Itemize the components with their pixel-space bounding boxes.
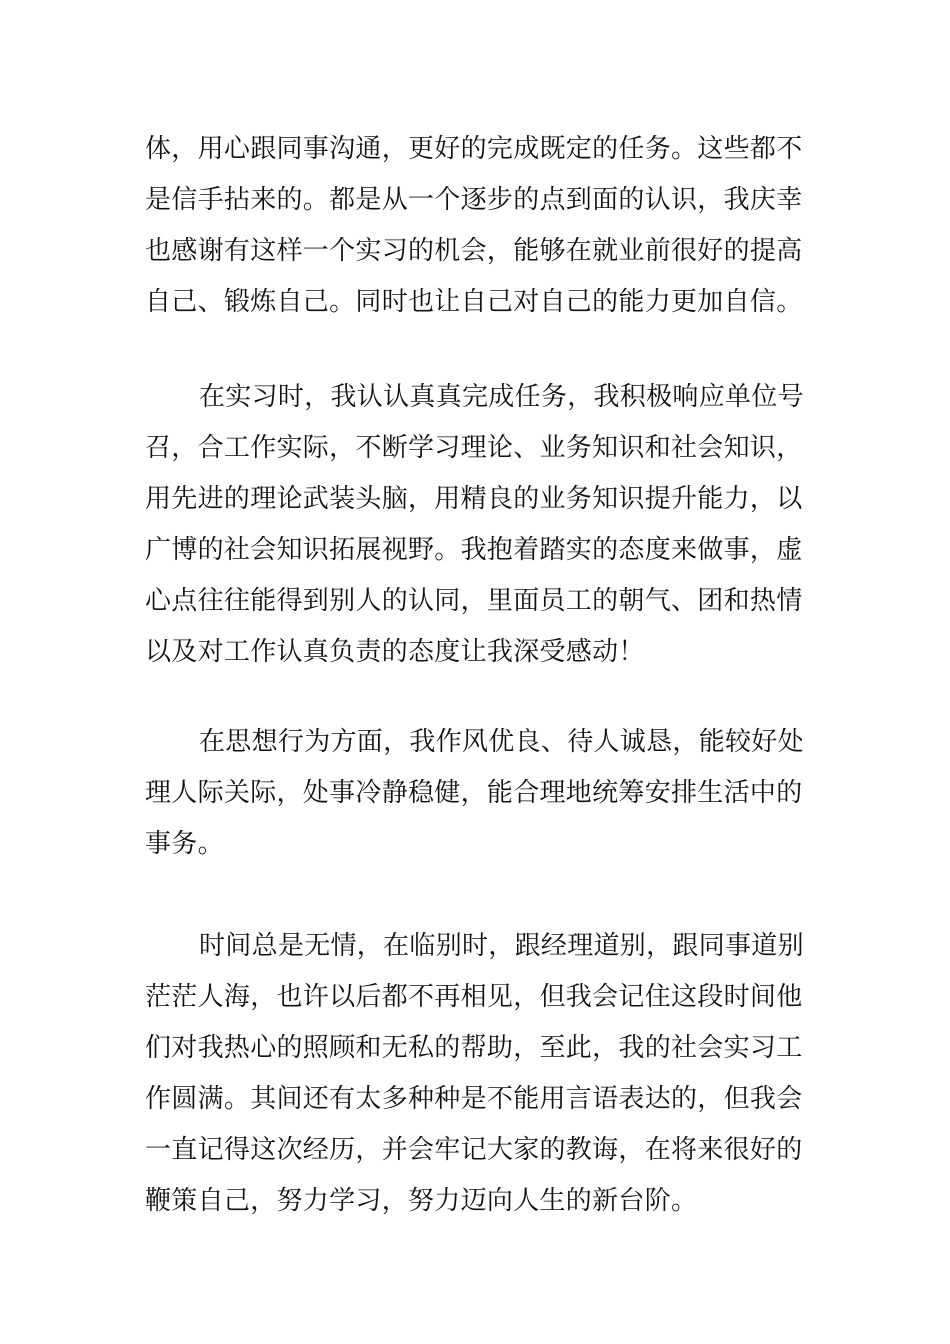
paragraph-line: 召，合工作实际，不断学习理论、业务知识和社会知识， xyxy=(145,433,803,463)
paragraph-line: 作圆满。其间还有太多种种是不能用言语表达的，但我会 xyxy=(145,1084,803,1114)
paragraph-line: 茫茫人海，也许以后都不再相见，但我会记住这段时间他 xyxy=(145,982,803,1012)
paragraph-line: 们对我热心的照顾和无私的帮助，至此，我的社会实习工 xyxy=(145,1033,803,1063)
paragraph-line: 理人际关际，处事冷静稳健，能合理地统筹安排生活中的 xyxy=(145,778,803,808)
paragraph-1 xyxy=(145,124,815,328)
paragraph-line: 用先进的理论武装头脑，用精良的业务知识提升能力，以 xyxy=(145,484,803,514)
paragraph-4 xyxy=(145,921,815,1227)
paragraph-line: 在实习时，我认认真真完成任务，我积极响应单位号 xyxy=(199,382,804,412)
paragraph-line: 在思想行为方面，我作风优良、待人诚恳，能较好处 xyxy=(199,727,804,757)
paragraph-line: 也感谢有这样一个实习的机会，能够在就业前很好的提高 xyxy=(145,236,803,266)
paragraph-line: 鞭策自己，努力学习，努力迈向人生的新台阶。 xyxy=(145,1186,698,1216)
paragraph-line: 时间总是无情，在临别时，跟经理道别，跟同事道别 xyxy=(199,931,804,961)
paragraph-line: 是信手拈来的。都是从一个逐步的点到面的认识，我庆幸 xyxy=(145,185,803,215)
paragraph-3 xyxy=(145,717,815,870)
paragraph-line: 以及对工作认真负责的态度让我深受感动！ xyxy=(145,637,645,667)
paragraph-line: 广博的社会知识拓展视野。我抱着踏实的态度来做事，虚 xyxy=(145,535,803,565)
paragraph-line: 心点往往能得到别人的认同，里面员工的朝气、团和热情 xyxy=(145,586,803,616)
paragraph-2 xyxy=(145,372,815,678)
paragraph-line: 一直记得这次经历，并会牢记大家的教诲，在将来很好的 xyxy=(145,1135,803,1165)
paragraph-line: 事务。 xyxy=(145,829,224,859)
paragraph-line: 自己、锻炼自己。同时也让自己对自己的能力更加自信。 xyxy=(145,287,803,317)
paragraph-line: 体，用心跟同事沟通，更好的完成既定的任务。这些都不 xyxy=(145,134,803,164)
